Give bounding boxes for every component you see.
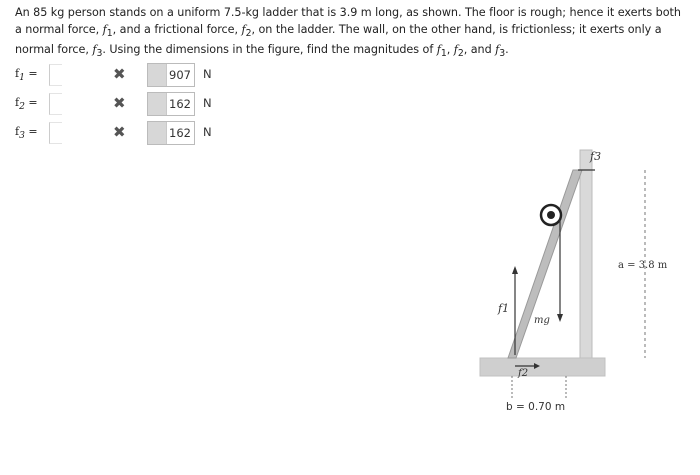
wall bbox=[580, 150, 592, 360]
f3-label: f3 bbox=[590, 150, 602, 163]
base-label: b = 0.70 m bbox=[506, 401, 566, 413]
answer-row-f2 bbox=[15, 92, 212, 116]
mg-label: mg bbox=[534, 315, 550, 326]
problem-statement: An 85 kg person stands on a uniform 7.5-kg ladder that is 3.9 m long, as shown. The floor is rough; hence it exerts both a normal force, $f_1$, and a frictional force, $f_2$, on the ladder. The wall, on the other hand, is frictionless; it exerts only a normal force, $f_3$. Using the dimensions in the figure, find the magnitudes of $f_1$, $f_2$, and $f_3$. bbox=[15, 6, 681, 60]
floor bbox=[480, 358, 605, 376]
incorrect-icon: ✖ bbox=[113, 123, 126, 141]
previous-answer-f3: 162 bbox=[147, 121, 195, 145]
f1-label: f1 bbox=[498, 302, 510, 315]
unit-label: N bbox=[203, 67, 212, 81]
answer-label-f1: $f_1$ = bbox=[15, 66, 38, 84]
ladder bbox=[508, 170, 582, 358]
unit-label: N bbox=[203, 96, 212, 110]
previous-answer-f2: 162 bbox=[147, 92, 195, 116]
answer-marker-icon bbox=[148, 64, 167, 86]
incorrect-icon: ✖ bbox=[113, 65, 126, 83]
f2-label: f2 bbox=[518, 368, 529, 379]
answer-marker-icon bbox=[148, 122, 167, 144]
ladder-diagram bbox=[470, 140, 690, 430]
unit-label: N bbox=[203, 125, 212, 139]
ladder-figure bbox=[470, 140, 690, 434]
answer-row-f1 bbox=[15, 63, 212, 87]
answer-input-f2[interactable] bbox=[49, 93, 62, 115]
incorrect-icon: ✖ bbox=[113, 94, 126, 112]
answer-row-f3 bbox=[15, 121, 212, 145]
answer-label-f3: $f_3$ = bbox=[15, 124, 38, 142]
answer-marker-icon bbox=[148, 93, 167, 115]
previous-answer-f1: 907 bbox=[147, 63, 195, 87]
answer-input-f1[interactable] bbox=[49, 64, 62, 86]
answer-input-f3[interactable] bbox=[49, 122, 62, 144]
answer-label-f2: $f_2$ = bbox=[15, 95, 38, 113]
height-label: a = 3.8 m bbox=[618, 260, 668, 271]
